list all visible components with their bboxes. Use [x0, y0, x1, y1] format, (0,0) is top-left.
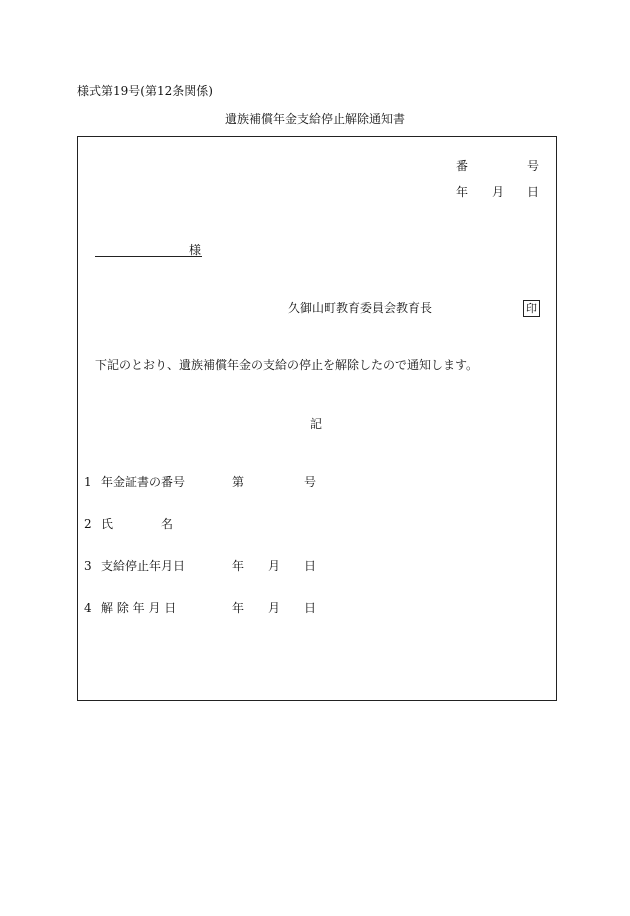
item-label: 氏 名 — [101, 517, 174, 531]
ki-heading: 記 — [310, 417, 323, 431]
date-day-label: 日 — [527, 185, 540, 199]
item-value-1: 年 — [232, 601, 245, 615]
notice-statement: 下記のとおり、遺族補償年金の支給の停止を解除したので通知します。 — [95, 358, 479, 372]
recipient-honorific: 様 — [189, 243, 202, 257]
item-value-1: 年 — [232, 559, 245, 573]
sender-name: 久御山町教育委員会教育長 — [288, 301, 433, 315]
item-value-1: 第 — [232, 475, 245, 489]
item-number: 4 — [84, 601, 92, 615]
date-year-label: 年 — [456, 185, 469, 199]
item-value-2: 月 — [268, 559, 281, 573]
item-label: 支給停止年月日 — [101, 559, 186, 573]
recipient-name-line — [95, 256, 202, 257]
seal-mark: 印 — [523, 300, 540, 317]
item-label: 解 除 年 月 日 — [101, 601, 177, 615]
item-label: 年金証書の番号 — [101, 475, 186, 489]
item-value-2: 月 — [268, 601, 281, 615]
date-month-label: 月 — [492, 185, 505, 199]
number-label: 番 — [456, 159, 469, 173]
item-value-3: 日 — [304, 559, 317, 573]
number-suffix: 号 — [527, 159, 540, 173]
item-value-2: 号 — [304, 475, 317, 489]
document-title: 遺族補償年金支給停止解除通知書 — [224, 112, 405, 126]
item-number: 1 — [84, 475, 92, 489]
item-value-3: 日 — [304, 601, 317, 615]
form-number-label: 様式第19号(第12条関係) — [77, 84, 213, 98]
item-number: 3 — [84, 559, 92, 573]
item-number: 2 — [84, 517, 92, 531]
